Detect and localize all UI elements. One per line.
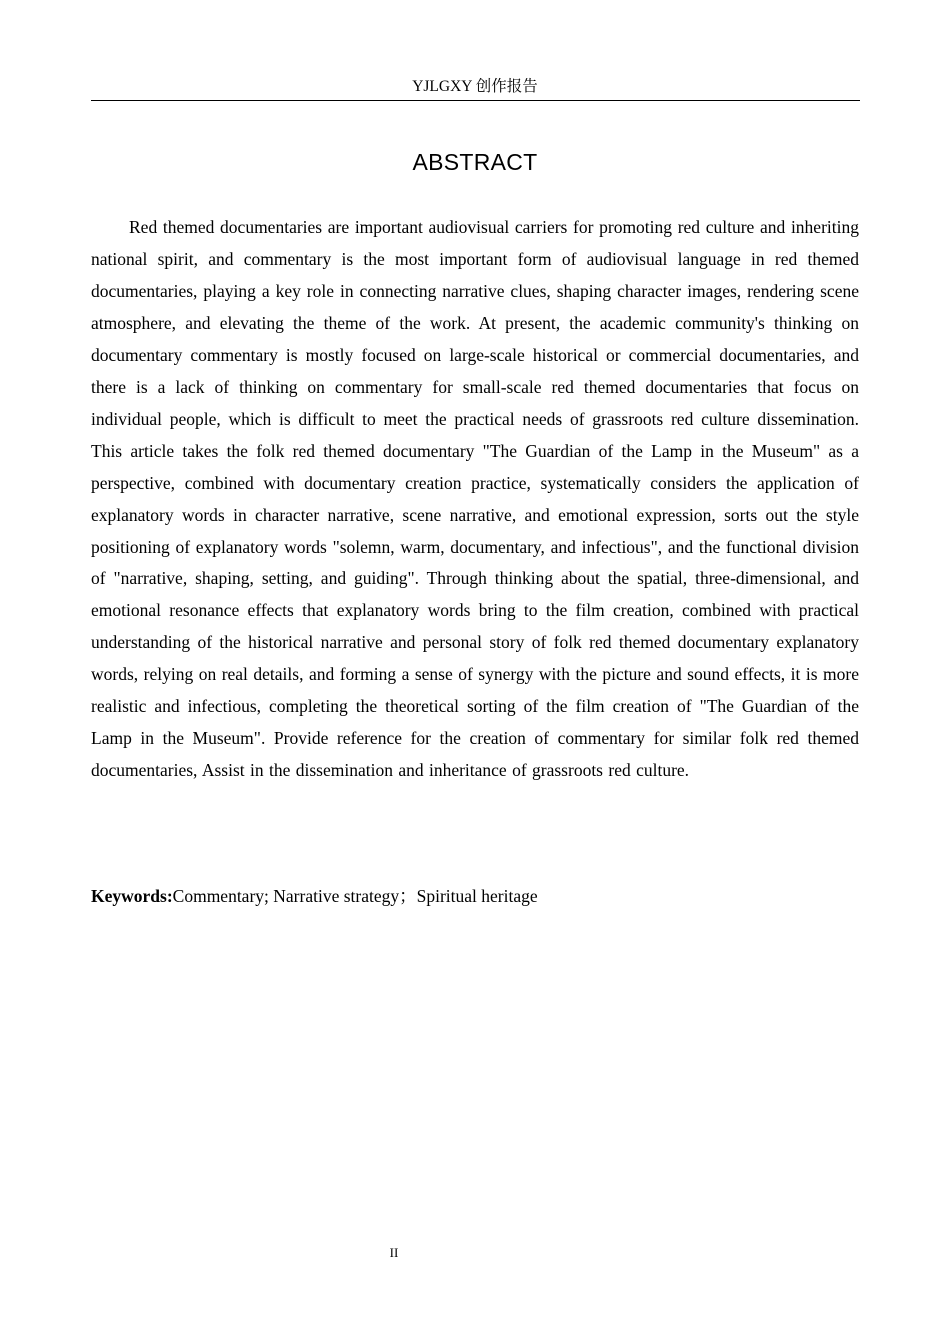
keywords-value: Commentary; Narrative strategy；Spiritual heritage xyxy=(172,886,538,906)
keywords-label: Keywords: xyxy=(91,886,173,906)
abstract-body: Red themed documentaries are important audiovisual carriers for promoting red culture and inheriting national spirit, and commentary is the most important form of audiovisual language in red themed documentaries, playing a key role in connecting narrative clues, shaping character images, rendering scene atmosphere, and elevating the theme of the work. At present, the academic community's thinking on documentary commentary is mostly focused on large-scale historical or commercial documentaries, and there is a lack of thinking on commentary for small-scale red themed documentaries that focus on individual people, which is difficult to meet the practical needs of grassroots red culture dissemination. This article takes the folk red themed documentary "The Guardian of the Lamp in the Museum" as a perspective, combined with documentary creation practice, systematically considers the application of explanatory words in character narrative, scene narrative, and emotional expression, sorts out the style positioning of explanatory words "solemn, warm, documentary, and infectious", and the functional division of "narrative, shaping, setting, and guiding". Through thinking about the spatial, three-dimensional, and emotional resonance effects that explanatory words bring to the film creation, combined with practical understanding of the historical narrative and personal story of folk red themed documentary explanatory words, relying on real details, and forming a sense of synergy with the picture and sound effects, it is more realistic and infectious, completing the theoretical sorting of the film creation of "The Guardian of the Lamp in the Museum". Provide reference for the creation of commentary for similar folk red themed documentaries, Assist in the dissemination and inheritance of grassroots red culture. xyxy=(91,217,859,781)
page-number: II xyxy=(389,1245,399,1260)
header-rule xyxy=(91,100,860,101)
keywords-line xyxy=(91,881,859,911)
page-header: YJLGXY 创作报告 xyxy=(412,78,538,95)
abstract-title: ABSTRACT xyxy=(412,149,538,175)
